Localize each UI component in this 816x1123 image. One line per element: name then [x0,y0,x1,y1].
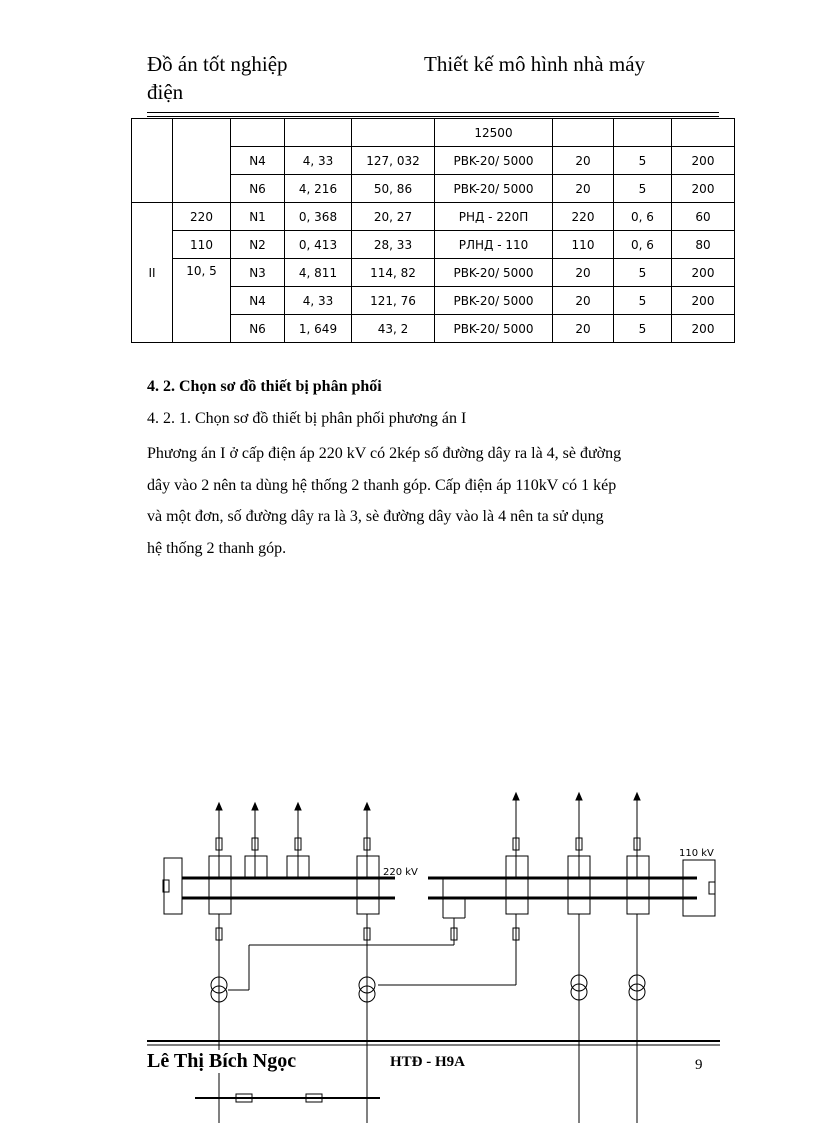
table-cell: 43, 2 [352,315,435,343]
table-cell: 4, 33 [285,147,352,175]
table-cell: 220 [173,203,231,231]
table-cell-group: II [132,203,173,343]
feeder-220-3 [287,803,309,878]
table-cell: 20 [553,147,614,175]
feeder-110-1 [506,793,528,914]
table-cell: 110 [173,231,231,259]
table-cell: N6 [231,315,285,343]
feeder-220-2 [245,803,267,878]
bus-coupler-220 [163,858,182,914]
header-left-line2: điện [147,80,184,104]
table-cell: PBK-20/ 5000 [435,147,553,175]
table-cell: PBK-20/ 5000 [435,259,553,287]
table-cell: 50, 86 [352,175,435,203]
page-number: 9 [695,1057,703,1073]
table-cell: N3 [231,259,285,287]
table-cell: 80 [672,231,735,259]
table-cell: 28, 33 [352,231,435,259]
table-cell: 0, 413 [285,231,352,259]
table-cell: 10, 5 [173,259,231,343]
table-cell: 110 [553,231,614,259]
table-cell: 20 [553,259,614,287]
table-cell: 200 [672,175,735,203]
table-cell: 4, 811 [285,259,352,287]
table-cell: 200 [672,259,735,287]
table-cell: 4, 216 [285,175,352,203]
table-cell: PBK-20/ 5000 [435,175,553,203]
table-cell: 5 [614,315,672,343]
table-cell: 20, 27 [352,203,435,231]
table-cell: N2 [231,231,285,259]
table-cell: 5 [614,259,672,287]
table-cell: 127, 032 [352,147,435,175]
table-cell: PBK-20/ 5000 [435,287,553,315]
table-cell: 0, 368 [285,203,352,231]
feeder-110-3 [627,793,649,914]
table-cell: 5 [614,175,672,203]
paragraph-line: Phương án I ở cấp điện áp 220 kV có 2kép số đường dây ra là 4, sè đường [147,445,622,462]
paragraph-line: dây vào 2 nên ta dùng hệ thống 2 thanh góp. Cấp điện áp 110kV có 1 kép [147,476,617,494]
table-cell: N6 [231,175,285,203]
table-cell: N4 [231,287,285,315]
table-cell: 1, 649 [285,315,352,343]
bus-coupler-110 [683,860,715,916]
label-220kv: 220 kV [383,867,418,878]
table-cell: 200 [672,287,735,315]
table-cell: 60 [672,203,735,231]
table-cell: PBK-20/ 5000 [435,315,553,343]
table-cell-note: 12500 [435,119,553,147]
table-cell: 4, 33 [285,287,352,315]
table-cell: PЛНД - 110 [435,231,553,259]
label-110kv: 110 kV [679,848,714,859]
table-cell: 0, 6 [614,203,672,231]
header-left-line1: Đồ án tốt nghiệp [147,52,288,76]
table-cell: 20 [553,315,614,343]
table-cell: N1 [231,203,285,231]
footer-class: HTĐ - H9A [390,1054,465,1070]
table-cell: 121, 76 [352,287,435,315]
section-heading: 4. 2. Chọn sơ đồ thiết bị phân phối [147,378,382,395]
table-cell: 200 [672,315,735,343]
table-cell: 20 [553,287,614,315]
paragraph-line: và một đơn, số đường dây ra là 3, sè đường dây vào là 4 nên ta sử dụng [147,508,604,525]
transformer-branches [195,914,645,1123]
section-subheading: 4. 2. 1. Chọn sơ đồ thiết bị phân phối phương án I [147,410,467,427]
table-cell: 0, 6 [614,231,672,259]
footer-author: Lê Thị Bích Ngọc [147,1050,297,1072]
table-cell: 220 [553,203,614,231]
table-cell: 114, 82 [352,259,435,287]
table-cell: N4 [231,147,285,175]
table-cell: 20 [553,175,614,203]
table-cell: 200 [672,147,735,175]
feeder-110-2 [568,793,590,914]
header-title-right: Thiết kế mô hình nhà máy [424,52,646,76]
table-cell: 5 [614,287,672,315]
table-cell: PНД - 220П [435,203,553,231]
table-cell: 5 [614,147,672,175]
paragraph-line: hệ thống 2 thanh góp. [147,539,287,557]
